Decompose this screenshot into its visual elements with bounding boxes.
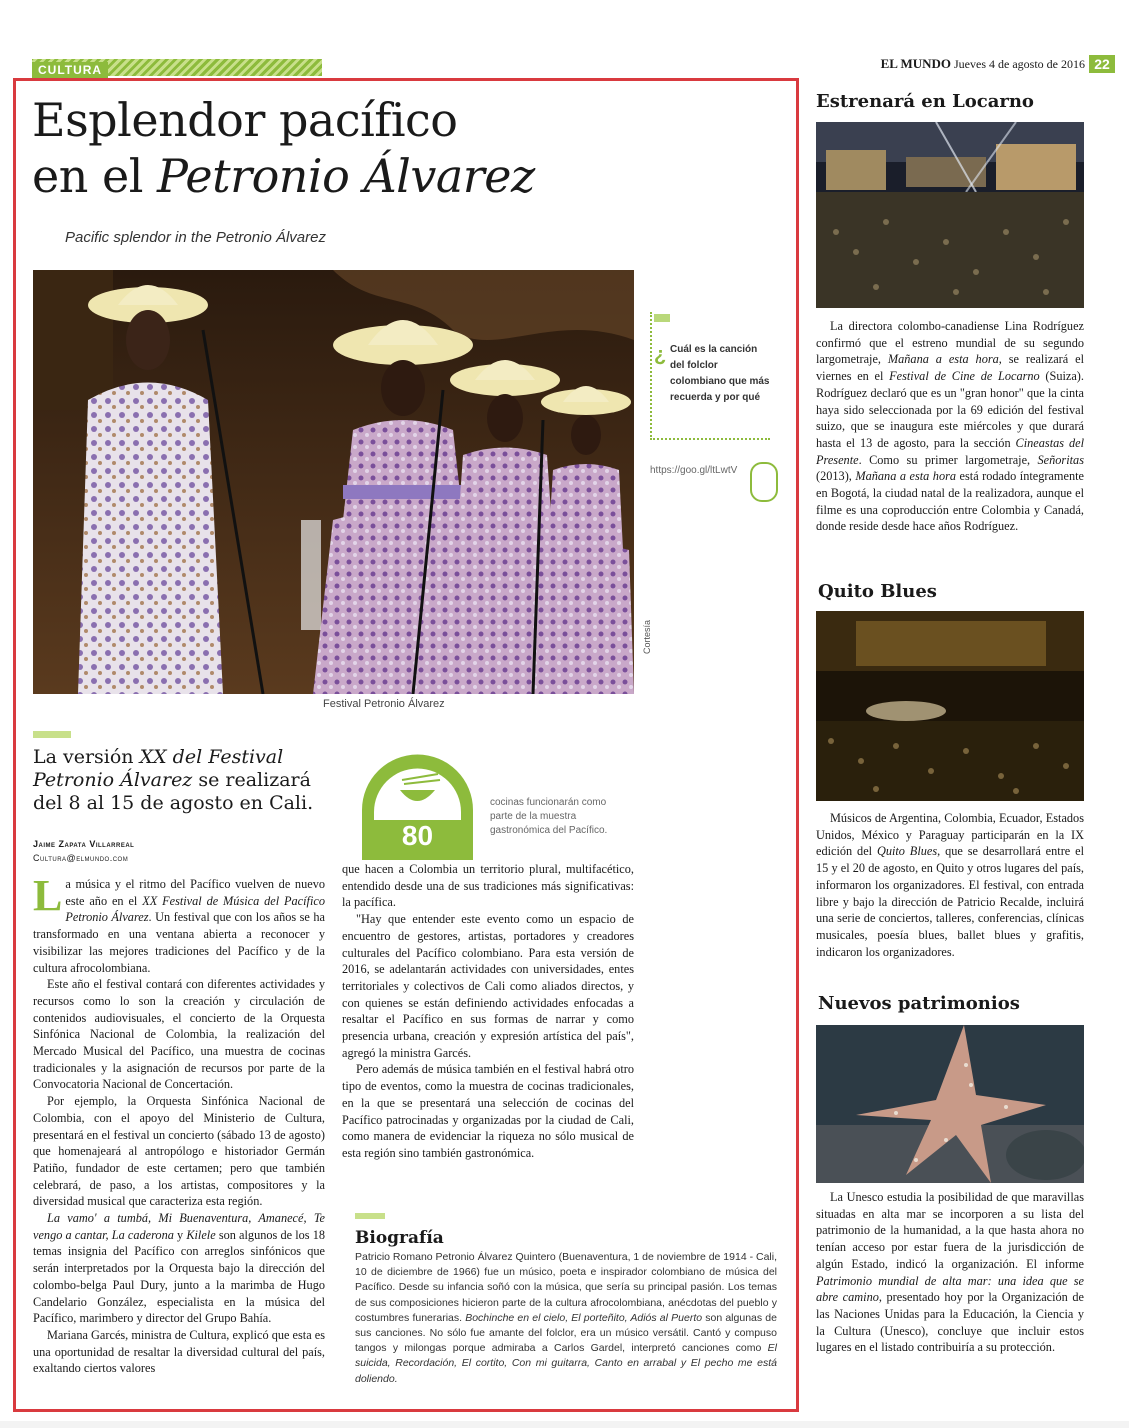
paragraph-4: La vamo' a tumbá, Mi Buenaventura, Amanecé, Te vengo a cantar, La caderona y Kilele son algunos de los 18 temas insignia del Pacífico con arreglos sinfónicos que serán interpretados por la Orquesta bajo la dirección del colombo-belga Paul Dury, junto a la marimba de Hugo Candelario González, especialista en la música del Pacífico, marimbero y director del Grupo Bahía.	[33, 1211, 325, 1326]
cuisine-infographic-text: cocinas funcionarán como parte de la muestra gastronómica del Pacífico.	[490, 797, 608, 836]
quito-title: Quito Blues	[818, 581, 937, 602]
dropcap: L	[33, 871, 63, 920]
question-tag	[654, 314, 670, 322]
biography-box	[343, 1213, 780, 1389]
lead-paragraph: La versión XX del Festival Petronio Álvarez se realizará del 8 al 15 de agosto en Cali.	[33, 746, 314, 814]
locarno-text: La directora colombo-canadiense Lina Rodríguez confirmó que el estreno mundial de su segundo largometraje, Mañana a esta hora, se realizará el viernes en el Festival de Cine de Locarno (Suiza). Rodríguez declaró que es un "gran honor" que la cinta haya sido seleccionada por la 69 edición del festival suizo, que se inaugura este miércoles y que durará hasta el 13 de agosto, para la sección Cineastas del Presente. Como su primer largometraje, Señoritas (2013), Mañana a esta hora está rodado íntegramente en Bogotá, la ciudad natal de la realizadora, aunque el filme es una coproducción entre Colombia y Canadá, donde reside desde hace años Rodríguez.	[816, 319, 1084, 534]
subheadline: Pacific splendor in the Petronio Álvarez	[65, 229, 326, 246]
bio-title: Biografía	[355, 1228, 444, 1248]
patrimonios-title: Nuevos patrimonios	[818, 993, 1020, 1014]
author-name: Jaime Zapata Villarreal	[33, 839, 135, 849]
byline	[33, 837, 134, 865]
reader-question-box	[650, 312, 770, 440]
paragraph-2: Este año el festival contará con diferentes actividades y recursos como lo son la creación y circulación de contenidos audiovisuales, el concierto de la Orquesta Sinfónica Nacional de Colombia, la realización del Mercado Musical del Pacífico, una muestra de cocinas tradicionales y la asignación de recursos por parte de la Convocatoria Nacional de Concertación.	[33, 977, 325, 1092]
paragraph-1: La música y el ritmo del Pacífico vuelven de nuevo este año en el XX Festival de Música del Pacífico Petronio Álvarez. Un festival que con los años se ha transformado en una ventana abierta a reconocer y visibilizar las mejores tradiciones del Pacífico y de la cultura afrocolombiana.	[33, 871, 325, 975]
quito-text: Músicos de Argentina, Colombia, Ecuador, Estados Unidos, México y Paraguay participarán en la IX edición del Quito Blues, que se desarrollará entre el 15 y el 20 de agosto, en Quito y otros lugares del país, informaron los organizadores. El festival, con entrada libre y bajo la dirección de Patricio Recalde, incluirá una serie de conciertos, talleres, conferencias, clínicas musicales, poesía blues, ballet blues y grafitis, indicaron los organizadores.	[816, 811, 1084, 959]
paragraph-6: que hacen a Colombia un territorio plural, multifacético, entendido desde una de sus tradiciones más significativas: la pacífica.	[342, 862, 634, 910]
paragraph-7: "Hay que entender este evento como un espacio de encuentro de gestores, artistas, portadores y creadores culturales del Pacífico colombiano. Para esta versión de 2016, se adelantarán actividades con universidades, entes territoriales y colectivos de Cali como aliados directos, y con quienes se están definiendo actividades enfocadas a resaltar el Pacífico en sus formas de narrar y como presencia urbana, creación y expresión artística del país", agregó la ministra Garcés.	[342, 912, 634, 1060]
patrimonios-text: La Unesco estudia la posibilidad de que maravillas situadas en alta mar se incorporen a su lista del patrimonio de la humanidad, a la que hasta ahora no tenían acceso por estar fuera de la jurisdicción de algún Estado, indicó la organización. El informe Patrimonio mundial de alta mar: una idea que se abre camino, presentado hoy por la Organización de las Naciones Unidas para la Educación, la Ciencia y la Cultura (Unesco), concluye que incluir estos lugares en el listado contribuiría a su protección.	[816, 1190, 1085, 1355]
photo-credit: Cortesía	[642, 619, 652, 654]
headline	[32, 92, 772, 204]
locarno-title: Estrenará en Locarno	[816, 91, 1034, 112]
paper-name: EL MUNDO	[880, 56, 952, 71]
paragraph-3: Por ejemplo, la Orquesta Sinfónica Nacional de Colombia, con el apoyo del Ministerio de Cultura, presentará en el festival un concierto (sábado 13 de agosto) que homenajeará al antropólogo e historiador Germán Patiño, fundador de este certamen; pero que también celebrará, de paso, a los artistas, compositores y la diversidad musical que caracteriza esta región.	[33, 1094, 325, 1209]
starfish-photo	[816, 1025, 1084, 1183]
cuisine-infographic	[360, 750, 475, 860]
masthead	[881, 56, 1085, 72]
bio-accent-bar	[355, 1213, 385, 1219]
page-number: 22	[1089, 55, 1115, 73]
headline-line-2: en el Petronio Álvarez	[32, 149, 535, 203]
mouse-icon	[750, 462, 778, 502]
lead-accent-bar	[33, 731, 71, 738]
headline-line-1: Esplendor pacífico	[32, 93, 458, 147]
article-column-2	[342, 861, 634, 1162]
photo-caption: Festival Petronio Álvarez	[323, 698, 445, 710]
paragraph-8: Pero además de música también en el festival habrá otro tipo de eventos, como la muestra de cocinas tradicionales, en la que se presentará una selección de cocinas del Pacífico patrocinadas y organizadas por la ciudad de Cali, como manera de evidenciar la riqueza no sólo musical de esta región sino también gastronómica.	[342, 1062, 634, 1160]
article-column-1	[33, 871, 325, 1377]
bio-text: Patricio Romano Petronio Álvarez Quintero (Buenaventura, 1 de noviembre de 1914 - Cali, 10 de diciembre de 1966) fue un músico, poeta e inspirador colombiano de música del Pacífico. Desde su infancia soñó con la música, que sería su principal pasión. Los temas de sus composiciones hicieron parte de la cultura afrocolombiana, anécdotas del pueblo y costumbres funerarias. Bochinche en el cielo, El porteñito, Adiós al Puerto son algunas de sus canciones. No sólo fue amante del folclor, era un músico versátil. Cantó y compuso tangos y milongas porque admiraba a Carlos Gardel, interpretó canciones como El suicida, Recordación, El cortito, Con mi guitarra, Canto en arrabal y El pecho me está doliendo.	[355, 1251, 777, 1385]
locarno-photo	[816, 122, 1084, 308]
section-tag	[32, 59, 322, 76]
short-url: https://goo.gl/ltLwtV	[650, 465, 738, 476]
question-mark-icon: ¿	[654, 344, 667, 366]
author-email: Cultura@elmundo.com	[33, 853, 129, 863]
quito-photo	[816, 611, 1084, 801]
issue-date: Jueves 4 de agosto de 2016	[954, 57, 1085, 71]
reader-question: Cuál es la canción del folclor colombiano que más recuerda y por qué	[670, 344, 770, 403]
page-bottom-edge	[0, 1421, 1129, 1428]
paragraph-5: Mariana Garcés, ministra de Cultura, explicó que esta es una oportunidad de resaltar la diversidad cultural del país, exaltando ciertos valores	[33, 1327, 325, 1376]
festival-photo	[33, 270, 634, 694]
cuisine-count: 80	[401, 820, 434, 851]
section-label: CULTURA	[32, 62, 108, 78]
